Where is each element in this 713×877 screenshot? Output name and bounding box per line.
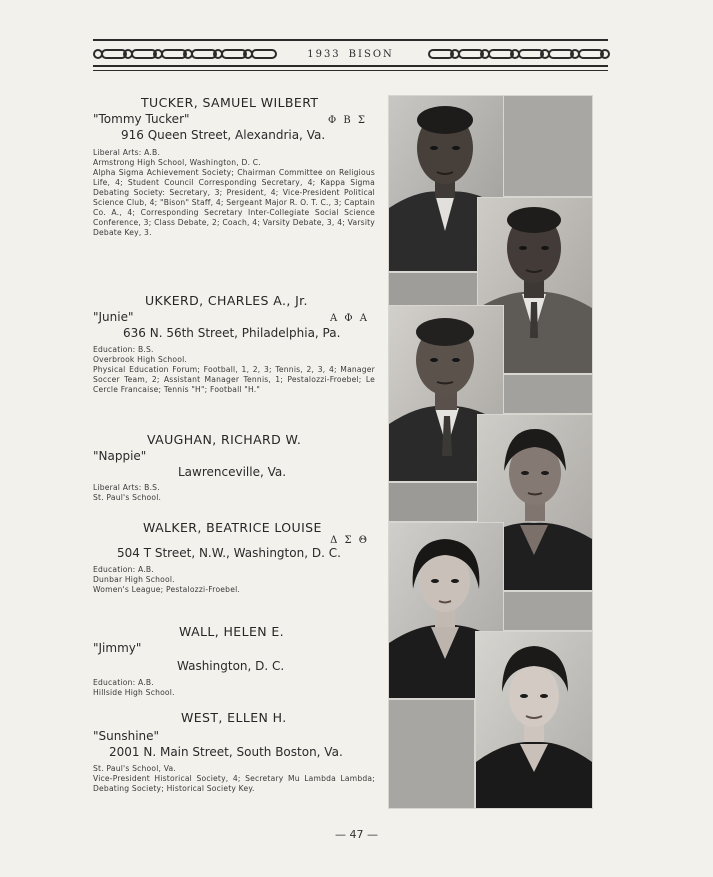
- entry-address: 2001 N. Main Street, South Boston, Va.: [109, 745, 343, 759]
- photo-tone-block: [388, 699, 475, 809]
- header-rule-bottom: [93, 70, 608, 71]
- entry-name: WEST, ELLEN H.: [181, 710, 287, 725]
- entry-nickname: "Junie": [93, 310, 134, 324]
- decorative-chain-right: [428, 48, 608, 60]
- entry-address: 916 Queen Street, Alexandria, Va.: [121, 128, 326, 142]
- entry-school: Hillside High School.: [93, 688, 175, 697]
- entry-ukkerd: [93, 293, 375, 395]
- entry-name: VAUGHAN, RICHARD W.: [147, 432, 302, 447]
- entry-school: Armstrong High School, Washington, D. C.: [93, 158, 261, 167]
- entry-course: Liberal Arts: A.B.: [93, 148, 161, 157]
- entry-wall: [93, 624, 375, 698]
- photo-tone-block: [503, 374, 593, 414]
- header-title: [303, 49, 398, 60]
- entry-course: Education: B.S.: [93, 345, 154, 354]
- entry-name: WALL, HELEN E.: [179, 624, 285, 639]
- entry-west: [93, 710, 375, 794]
- entry-school: Dunbar High School.: [93, 575, 175, 584]
- photo-tone-block: [388, 272, 478, 306]
- photo-tone-block: [503, 95, 593, 197]
- entry-address: 636 N. 56th Street, Philadelphia, Pa.: [123, 326, 341, 340]
- portrait-photo-west: [475, 631, 593, 809]
- entry-name: WALKER, BEATRICE LOUISE: [143, 520, 322, 535]
- header-rule-middle: [93, 65, 608, 67]
- entry-address: Lawrenceville, Va.: [178, 465, 287, 479]
- entry-nickname: "Nappie": [93, 449, 147, 463]
- header-year: 1933: [307, 48, 341, 60]
- entry-address: Washington, D. C.: [177, 659, 285, 673]
- entry-activities: Women's League; Pestalozzi-Froebel.: [93, 585, 240, 594]
- entry-activities: Alpha Sigma Achievement Society; Chairman Committee on Religious Life, 4; Student Council Corresponding Secretary, 4; Kappa Sigma Debating Society: Secretary, 3; President, 4; Vice-President Political Science Club, 4; "Bison" Staff, 4; Sergeant Major R. O. T. C., 3; Captain Co. A., 4; Corresponding Secretary Inter-Collegiate Social Science Conference, 3; Class Debate, 2; Coach, 4; Varsity Debate, 3, 4; Varsity Debate Key, 3.: [93, 168, 375, 237]
- header-book-title: BISON: [348, 48, 394, 60]
- photo-tone-block: [388, 482, 478, 522]
- entry-activities: Vice-President Historical Society, 4; Secretary Mu Lambda Lambda; Debating Society; Historical Society Key.: [93, 774, 375, 793]
- entry-course: Education: A.B.: [93, 678, 154, 687]
- entry-greek-letters: Φ Β Σ: [328, 115, 367, 126]
- entry-greek-letters: Α Φ Α: [330, 313, 369, 324]
- decorative-chain-left: [93, 48, 273, 60]
- entry-vaughan: [93, 432, 375, 503]
- entry-name: TUCKER, SAMUEL WILBERT: [141, 95, 319, 110]
- entry-course: Education: A.B.: [93, 565, 154, 574]
- entry-nickname: "Jimmy": [93, 641, 142, 655]
- entry-walker: [93, 520, 375, 595]
- entry-greek-letters: Δ Σ Θ: [330, 535, 369, 546]
- page-number: — 47 —: [335, 828, 378, 841]
- entry-school: St. Paul's School, Va.: [93, 764, 177, 773]
- header-top-rule: [93, 39, 608, 41]
- entry-address: 504 T Street, N.W., Washington, D. C.: [117, 546, 341, 560]
- entry-course: Liberal Arts: B.S.: [93, 483, 160, 492]
- entry-name: UKKERD, CHARLES A., Jr.: [145, 293, 308, 308]
- entry-activities: Physical Education Forum; Football, 1, 2, 3; Tennis, 2, 3, 4; Manager Soccer Team, 2; Assistant Manager Tennis, 1; Pestalozzi-Froebel; Le Cercle Francaise; Tennis "H"; Football "H.": [93, 365, 375, 394]
- entry-nickname: "Sunshine": [93, 729, 160, 743]
- entry-school: St. Paul's School.: [93, 493, 162, 502]
- header-band: [93, 44, 608, 64]
- entry-tucker: [93, 95, 375, 238]
- photo-tone-block: [503, 591, 593, 631]
- entry-school: Overbrook High School.: [93, 355, 188, 364]
- entry-nickname: "Tommy Tucker": [93, 112, 190, 126]
